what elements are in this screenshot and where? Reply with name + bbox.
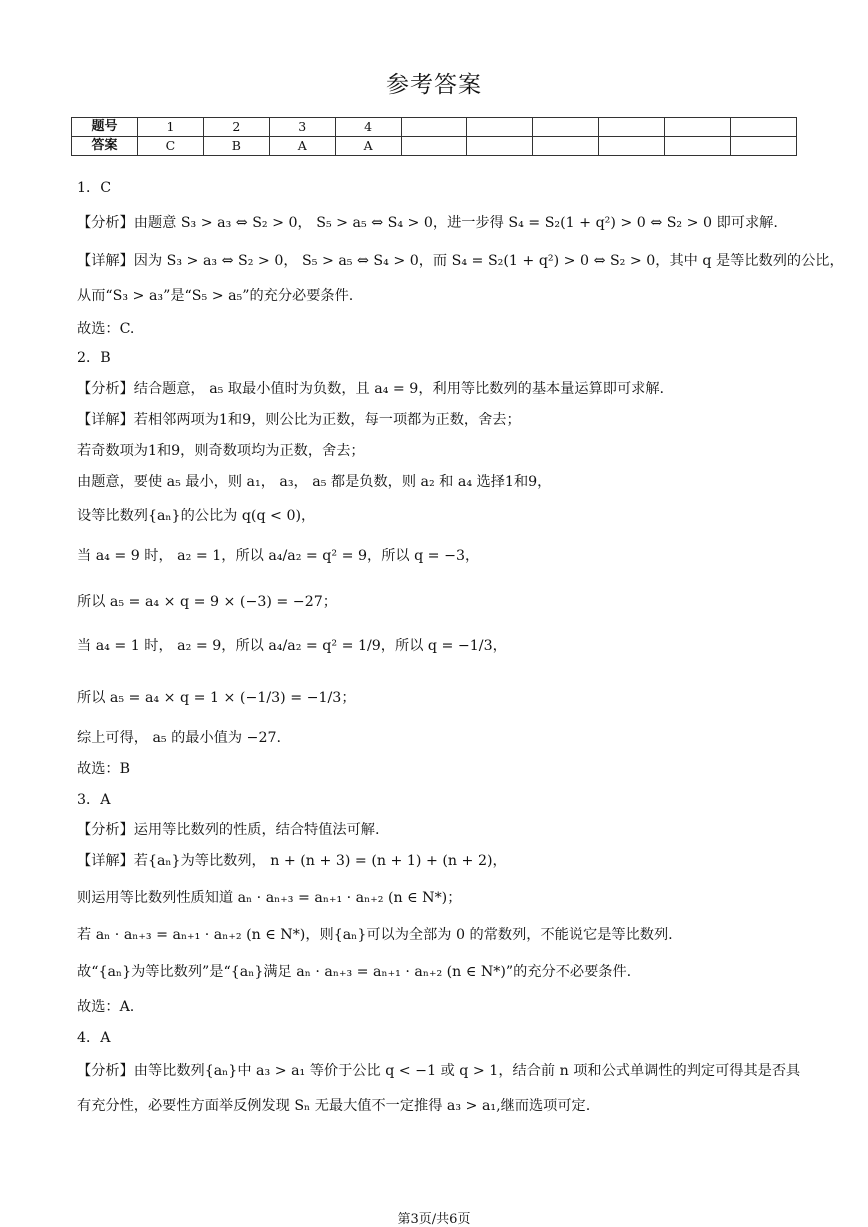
answer-table <box>71 117 797 156</box>
table-cell <box>533 137 599 156</box>
table-cell <box>467 118 533 137</box>
table-cell: 1 <box>138 118 204 137</box>
text-line: 则运用等比数列性质知道 aₙ · aₙ₊₃ = aₙ₊₁ · aₙ₊₂ (n ∈ N*)； <box>77 890 462 906</box>
text-line: 由题意，要使 a₅ 最小，则 a₁， a₃， a₅ 都是负数，则 a₂ 和 a₄ 选择1和9， <box>77 474 552 490</box>
detail-line: 【详解】若{aₙ}为等比数列， n + (n + 3) = (n + 1) + (n + 2)， <box>77 853 507 869</box>
table-cell: 3 <box>269 118 335 137</box>
question-heading: 4．A <box>77 1030 111 1046</box>
answer-line: 故选：A. <box>77 999 135 1015</box>
detail-line: 【详解】因为 S₃ > a₃ ⇔ S₂ > 0， S₅ > a₅ ⇔ S₄ > 0，而 S₄ = S₂(1 + q²) > 0 ⇔ S₂ > 0，其中 q 是等比数列的公比， <box>77 253 844 269</box>
table-cell <box>533 118 599 137</box>
question-heading: 1．C <box>77 180 112 196</box>
table-cell <box>731 118 797 137</box>
table-cell <box>599 118 665 137</box>
text-line: 综上可得， a₅ 的最小值为 −27. <box>77 730 282 746</box>
text-line: 若奇数项为1和9，则奇数项均为正数，舍去； <box>77 443 365 459</box>
analysis-line: 【分析】由题意 S₃ > a₃ ⇔ S₂ > 0， S₅ > a₅ ⇔ S₄ > 0，进一步得 S₄ = S₂(1 + q²) > 0 ⇔ S₂ > 0 即可求解. <box>77 215 778 231</box>
text-line: 所以 a₅ = a₄ × q = 9 × (−3) = −27； <box>77 594 337 610</box>
table-cell: A <box>335 137 401 156</box>
table-header-answer: 答案 <box>72 137 138 156</box>
text-line: 当 a₄ = 9 时， a₂ = 1，所以 a₄/a₂ = q² = 9，所以 q = −3， <box>77 548 480 564</box>
text-line: 从而“S₃ > a₃”是“S₅ > a₅”的充分必要条件. <box>77 288 354 304</box>
table-cell <box>599 137 665 156</box>
table-cell: C <box>138 137 204 156</box>
table-cell: B <box>203 137 269 156</box>
page-footer: 第3页/共6页 <box>397 1212 471 1227</box>
table-cell: 4 <box>335 118 401 137</box>
text-line: 有充分性，必要性方面举反例发现 Sₙ 无最大值不一定推得 a₃ > a₁,继而选项可定. <box>77 1098 591 1114</box>
analysis-line: 【分析】结合题意， a₅ 取最小值时为负数，且 a₄ = 9，利用等比数列的基本量运算即可求解. <box>77 381 665 397</box>
text-line: 设等比数列{aₙ}的公比为 q(q < 0)， <box>77 508 316 524</box>
page-title: 参考答案 <box>386 72 482 98</box>
question-heading: 3．A <box>77 792 111 808</box>
analysis-line: 【分析】由等比数列{aₙ}中 a₃ > a₁ 等价于公比 q < −1 或 q > 1，结合前 n 项和公式单调性的判定可得其是否具 <box>77 1063 801 1079</box>
table-cell <box>665 137 731 156</box>
text-line: 所以 a₅ = a₄ × q = 1 × (−1/3) = −1/3； <box>77 690 356 706</box>
table-row-numbers <box>72 118 797 137</box>
detail-line: 【详解】若相邻两项为1和9，则公比为正数，每一项都为正数，舍去； <box>77 412 521 428</box>
analysis-line: 【分析】运用等比数列的性质，结合特值法可解. <box>77 822 380 838</box>
text-line: 当 a₄ = 1 时， a₂ = 9，所以 a₄/a₂ = q² = 1/9，所以 q = −1/3， <box>77 638 507 654</box>
text-line: 若 aₙ · aₙ₊₃ = aₙ₊₁ · aₙ₊₂ (n ∈ N*)，则{aₙ}可以为全部为 0 的常数列，不能说它是等比数列. <box>77 927 673 943</box>
text-line: 故“{aₙ}为等比数列”是“{aₙ}满足 aₙ · aₙ₊₃ = aₙ₊₁ · aₙ₊₂ (n ∈ N*)”的充分不必要条件. <box>77 964 632 980</box>
answer-line: 故选：B <box>77 761 130 777</box>
table-cell <box>467 137 533 156</box>
table-cell <box>401 118 467 137</box>
answer-line: 故选：C. <box>77 321 135 337</box>
table-cell: 2 <box>203 118 269 137</box>
table-header-number: 题号 <box>72 118 138 137</box>
question-heading: 2．B <box>77 350 111 366</box>
table-cell: A <box>269 137 335 156</box>
table-cell <box>401 137 467 156</box>
table-cell <box>731 137 797 156</box>
table-cell <box>665 118 731 137</box>
table-row-answers <box>72 137 797 156</box>
